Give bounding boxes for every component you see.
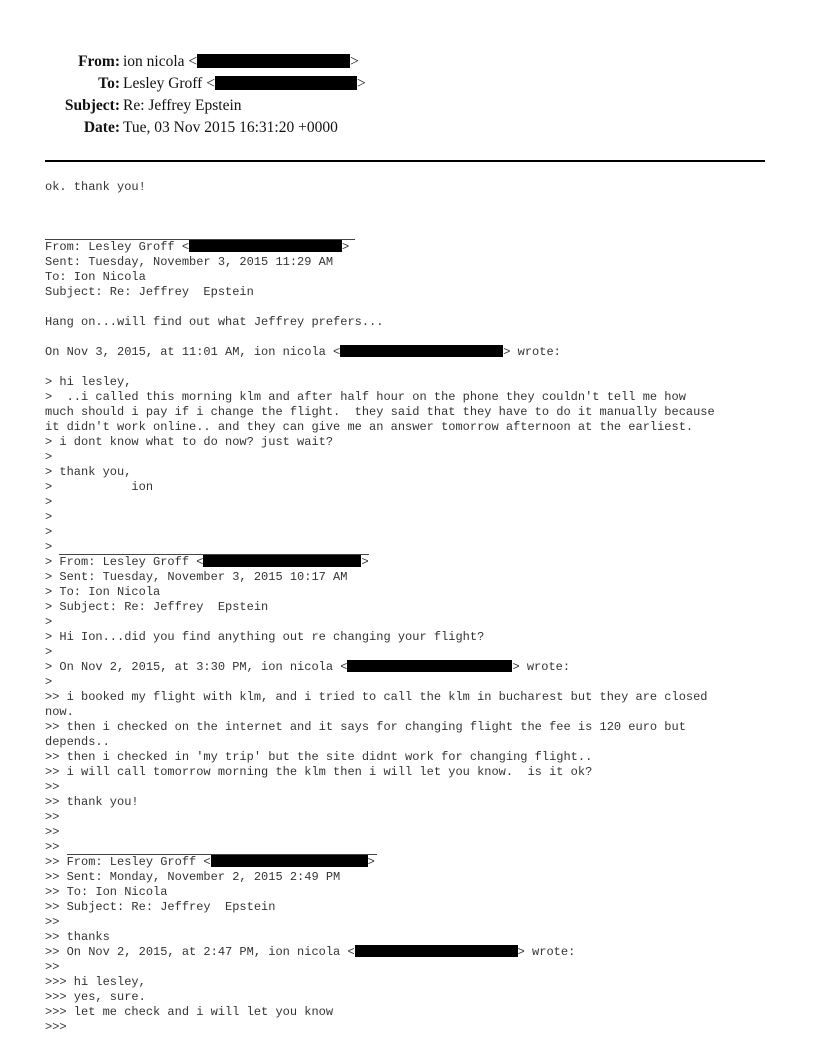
redaction-block	[211, 855, 368, 867]
body-line: >>>	[45, 1020, 67, 1034]
body-line: > To: Ion Nicola	[45, 585, 161, 599]
body-line: Sent: Tuesday, November 3, 2015 11:29 AM	[45, 255, 334, 269]
body-line: >>> yes, sure.	[45, 990, 146, 1004]
body-line: > ion	[45, 480, 154, 494]
redaction-block	[189, 240, 342, 252]
body-text: > On Nov 2, 2015, at 3:30 PM, ion nicola <	[45, 660, 348, 674]
body-text: >	[342, 240, 350, 254]
to-label: To:	[98, 75, 120, 92]
body-line	[45, 210, 785, 225]
body-line: >	[45, 675, 53, 689]
body-line: now.	[45, 705, 74, 719]
redaction-block	[203, 555, 361, 567]
body-line: >> Sent: Monday, November 2, 2015 2:49 PM	[45, 870, 341, 884]
body-line: depends..	[45, 735, 110, 749]
subject-value: Re: Jeffrey Epstein	[123, 97, 242, 114]
body-line: >> Subject: Re: Jeffrey Epstein	[45, 900, 276, 914]
body-line: >	[45, 510, 53, 524]
body-line: Hang on...will find out what Jeffrey prefers...	[45, 315, 384, 329]
body-line: Subject: Re: Jeffrey Epstein	[45, 285, 254, 299]
body-text: From: Lesley Groff <	[45, 240, 190, 254]
redaction-block	[355, 945, 518, 957]
body-line	[45, 300, 785, 315]
from-value	[123, 52, 359, 72]
body-line: >> i booked my flight with klm, and i tried to call the klm in bucharest but they are closed	[45, 690, 708, 704]
body-line	[45, 540, 785, 555]
body-line	[45, 360, 785, 375]
body-line	[45, 330, 785, 345]
redaction-block	[347, 660, 512, 672]
body-line: To: Ion Nicola	[45, 270, 146, 284]
redaction-block	[197, 54, 350, 68]
body-line: >>> let me check and i will let you know	[45, 1005, 334, 1019]
body-line: > i dont know what to do now? just wait?	[45, 435, 334, 449]
body-line: >> To: Ion Nicola	[45, 885, 168, 899]
body-line: it didn't work online.. and they can give me an answer tomorrow afternoon at the earliest.	[45, 420, 694, 434]
body-line	[45, 345, 785, 360]
body-line: >>	[45, 780, 60, 794]
body-line: >>	[45, 810, 60, 824]
from-label: From:	[78, 53, 120, 70]
date-row	[0, 118, 816, 138]
quote-marker: >	[45, 540, 60, 554]
body-line	[45, 225, 785, 240]
body-text: >> On Nov 2, 2015, at 2:47 PM, ion nicola <	[45, 945, 355, 959]
body-line: > Subject: Re: Jeffrey Epstein	[45, 600, 269, 614]
body-line: > Hi Ion...did you find anything out re changing your flight?	[45, 630, 485, 644]
date-label: Date:	[83, 119, 120, 136]
body-line: >>	[45, 960, 60, 974]
redaction-block	[340, 345, 503, 357]
body-line	[45, 660, 785, 675]
body-line: >	[45, 450, 53, 464]
body-line: >	[45, 615, 53, 629]
body-line	[45, 945, 785, 960]
body-line	[45, 855, 785, 870]
body-line: >	[45, 495, 53, 509]
body-line: >> i will call tomorrow morning the klm then i will let you know. is it ok?	[45, 765, 593, 779]
to-name: Lesley Groff <	[123, 75, 215, 92]
body-line: much should i pay if i change the flight. they said that they have to do it manually because	[45, 405, 715, 419]
body-text: > wrote:	[512, 660, 571, 674]
body-line: >	[45, 525, 53, 539]
body-line	[45, 195, 785, 210]
subject-row	[0, 96, 816, 116]
body-text: > wrote:	[503, 345, 561, 359]
body-line: >> thank you!	[45, 795, 139, 809]
body-line	[45, 555, 785, 570]
body-text: >	[367, 855, 375, 869]
redaction-block	[215, 76, 357, 90]
body-line: > thank you,	[45, 465, 132, 479]
body-text: On Nov 3, 2015, at 11:01 AM, ion nicola <	[45, 345, 341, 359]
to-close: >	[356, 75, 366, 92]
subject-label: Subject:	[64, 97, 120, 114]
body-line: > Sent: Tuesday, November 3, 2015 10:17 AM	[45, 570, 348, 584]
from-row	[0, 52, 816, 72]
from-close: >	[350, 53, 359, 70]
to-row	[0, 74, 816, 94]
email-body	[45, 180, 785, 1035]
body-line: > ..i called this morning klm and after half hour on the phone they couldn't tell me how	[45, 390, 686, 404]
body-line: > hi lesley,	[45, 375, 132, 389]
body-line: ok. thank you!	[45, 180, 146, 194]
body-line: >> thanks	[45, 930, 110, 944]
body-line: >	[45, 645, 53, 659]
date-value: Tue, 03 Nov 2015 16:31:20 +0000	[123, 119, 338, 136]
body-line: >>> hi lesley,	[45, 975, 146, 989]
body-line	[45, 240, 785, 255]
header-divider	[45, 160, 765, 162]
body-line: >> then i checked on the internet and it says for changing flight the fee is 120 euro but	[45, 720, 686, 734]
body-line: >>	[45, 825, 60, 839]
body-line	[45, 840, 785, 855]
to-value	[123, 74, 366, 94]
body-line: >>	[45, 915, 60, 929]
body-text: >> From: Lesley Groff <	[45, 855, 211, 869]
body-line: >> then i checked in 'my trip' but the site didnt work for changing flight..	[45, 750, 593, 764]
body-text: > From: Lesley Groff <	[45, 555, 204, 569]
body-text: > wrote:	[517, 945, 576, 959]
body-text: >	[361, 555, 369, 569]
from-name: ion nicola <	[123, 53, 198, 70]
quote-marker: >>	[45, 840, 67, 854]
